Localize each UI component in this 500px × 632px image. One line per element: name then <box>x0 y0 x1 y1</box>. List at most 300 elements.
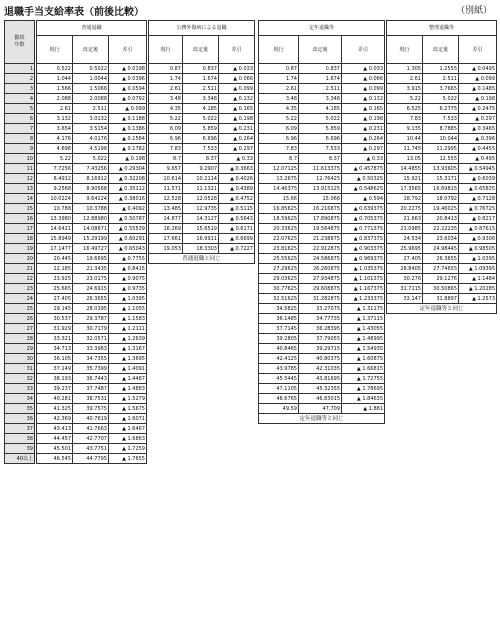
koumugai-diff-cell: ▲ 0.33 <box>219 154 255 164</box>
teinen-current-cell: 34.5825 <box>259 304 299 314</box>
seiri-diff-cell: ▲ 1.09395 <box>459 264 497 274</box>
futsu-diff-cell: ▲ 0.55539 <box>109 224 147 234</box>
futsu-current-cell: 37.149 <box>37 364 73 374</box>
koumugai-diff-cell: ▲ 0.4389 <box>219 184 255 194</box>
table-row <box>387 114 497 124</box>
seiri-revised-cell: 23.6034 <box>423 234 459 244</box>
futsu-current-cell: 3.132 <box>37 114 73 124</box>
teinen-diff-cell: ▲ 1.035375 <box>342 264 385 274</box>
futsu-current-cell: 22.185 <box>37 264 73 274</box>
teinen-revised-cell: 42.31035 <box>299 364 342 374</box>
seiri-revised-cell: 19.46025 <box>423 204 459 214</box>
koumugai-current-cell: 17.661 <box>149 234 183 244</box>
table-row <box>259 344 385 354</box>
teinen-revised-cell: 11.613375 <box>299 164 342 174</box>
koumugai-current-cell: 0.87 <box>149 64 183 74</box>
seiri-diff-cell: ▲ 1.2573 <box>459 294 497 304</box>
table-row <box>5 344 35 354</box>
futsu-current-cell: 3.654 <box>37 124 73 134</box>
teinen-current-cell: 13.2675 <box>259 174 299 184</box>
teinen-current-cell: 30.77625 <box>259 284 299 294</box>
table-row <box>387 274 497 284</box>
table-row <box>259 184 385 194</box>
futsu-diff-cell: ▲ 0.0198 <box>109 64 147 74</box>
year-cell: 5 <box>5 104 35 114</box>
table-row <box>259 264 385 274</box>
futsu-current-cell: 46.545 <box>37 454 73 464</box>
futsu-revised-cell: 24.6915 <box>73 284 109 294</box>
futsu-revised-cell: 4.0176 <box>73 134 109 144</box>
year-cell: 10 <box>5 154 35 164</box>
futsu-diff-cell: ▲ 1.5279 <box>109 394 147 404</box>
koumugai-same-note: 普通退職と同じ <box>149 254 255 264</box>
teinen-diff-cell: ▲ 0.548625 <box>342 184 385 194</box>
year-cell: 1 <box>5 64 35 74</box>
koumugai-current-cell: 1.74 <box>149 74 183 84</box>
seiri-diff-cell: ▲ 0.3465 <box>459 124 497 134</box>
teinen-same-note: 定年退職等と同じ <box>259 414 385 424</box>
futsu-current-cell: 29.145 <box>37 304 73 314</box>
table-row <box>5 284 35 294</box>
table-row <box>259 164 385 174</box>
table-row <box>37 424 147 434</box>
table-row <box>149 74 255 84</box>
seiri-current-header: 現行 <box>387 36 423 64</box>
year-cell: 34 <box>5 394 35 404</box>
seiri-current-cell: 21.663 <box>387 214 423 224</box>
koumugai-revised-cell: 9.2907 <box>183 164 219 174</box>
futsu-revised-cell: 4.5198 <box>73 144 109 154</box>
table-row <box>149 234 255 244</box>
seiri-current-cell: 6.525 <box>387 104 423 114</box>
seiri-diff-cell: ▲ 0.495 <box>459 154 497 164</box>
year-cell: 37 <box>5 424 35 434</box>
table-row <box>387 174 497 184</box>
table-row <box>259 254 385 264</box>
table-row <box>37 384 147 394</box>
seiri-current-cell: 1.305 <box>387 64 423 74</box>
koumugai-current-cell: 10.614 <box>149 174 183 184</box>
table-row <box>37 404 147 414</box>
seiri-revised-cell: 2.511 <box>423 74 459 84</box>
year-cell: 25 <box>5 304 35 314</box>
futsu-current-cell: 5.22 <box>37 154 73 164</box>
table-row <box>259 274 385 284</box>
teinen-table <box>258 20 385 424</box>
seiri-revised-cell: 27.74655 <box>423 264 459 274</box>
table-row <box>387 94 497 104</box>
futsu-current-cell: 42.369 <box>37 414 73 424</box>
table-row <box>5 424 35 434</box>
teinen-diff-cell: ▲ 0.099 <box>342 84 385 94</box>
teinen-diff-cell: ▲ 0.837375 <box>342 234 385 244</box>
teinen-current-cell: 7.83 <box>259 144 299 154</box>
koumugai-group-header: 公務外傷病による退職 <box>149 21 255 36</box>
teinen-current-cell: 47.1105 <box>259 384 299 394</box>
year-cell: 11 <box>5 164 35 174</box>
teinen-diff-cell: ▲ 1.48995 <box>342 334 385 344</box>
futsu-current-cell: 41.325 <box>37 404 73 414</box>
futsu-revised-cell: 1.0044 <box>73 74 109 84</box>
koumugai-revised-cell: 7.533 <box>183 144 219 154</box>
teinen-revised-cell: 31.282875 <box>299 294 342 304</box>
futsu-current-cell: 33.321 <box>37 334 73 344</box>
seiri-revised-cell: 31.8897 <box>423 294 459 304</box>
seiri-diff-cell: ▲ 0.396 <box>459 134 497 144</box>
table-row <box>5 254 35 264</box>
table-row <box>259 154 385 164</box>
futsu-diff-cell: ▲ 0.8415 <box>109 264 147 274</box>
teinen-current-cell: 42.4125 <box>259 354 299 364</box>
koumugai-revised-cell: 3.348 <box>183 94 219 104</box>
teinen-current-cell: 23.81625 <box>259 244 299 254</box>
futsu-current-cell: 2.61 <box>37 104 73 114</box>
futsu-diff-cell: ▲ 1.3695 <box>109 354 147 364</box>
teinen-revised-cell: 39.29715 <box>299 344 342 354</box>
seiri-diff-cell: ▲ 1.0395 <box>459 254 497 264</box>
futsu-diff-cell: ▲ 1.2111 <box>109 324 147 334</box>
teinen-diff-cell: ▲ 1.31175 <box>342 304 385 314</box>
koumugai-diff-cell: ▲ 0.297 <box>219 144 255 154</box>
table-row <box>259 384 385 394</box>
teinen-current-cell: 6.96 <box>259 134 299 144</box>
koumugai-revised-header: 改定後 <box>183 36 219 64</box>
futsu-current-cell: 13.3980 <box>37 214 73 224</box>
futsu-diff-cell: ▲ 0.9735 <box>109 284 147 294</box>
table-row <box>387 224 497 234</box>
koumugai-current-cell: 14.877 <box>149 214 183 224</box>
koumugai-revised-cell: 0.837 <box>183 64 219 74</box>
seiri-current-cell: 18.792 <box>387 194 423 204</box>
table-row <box>387 204 497 214</box>
koumugai-revised-cell: 10.2114 <box>183 174 219 184</box>
koumugai-diff-cell: ▲ 0.198 <box>219 114 255 124</box>
table-row <box>259 234 385 244</box>
futsu-diff-cell: ▲ 1.4883 <box>109 384 147 394</box>
table-row <box>37 194 147 204</box>
teinen-revised-cell: 13.915125 <box>299 184 342 194</box>
teinen-diff-cell: ▲ 1.37115 <box>342 314 385 324</box>
futsu-diff-cell: ▲ 0.4092 <box>109 204 147 214</box>
table-row <box>387 104 497 114</box>
teinen-diff-header: 差引 <box>342 36 385 64</box>
table-row <box>5 64 35 74</box>
seiri-diff-cell: ▲ 0.7128 <box>459 194 497 204</box>
teinen-diff-cell: ▲ 1.43055 <box>342 324 385 334</box>
teinen-revised-cell: 34.77735 <box>299 314 342 324</box>
table-row <box>259 84 385 94</box>
koumugai-revised-cell: 6.696 <box>183 134 219 144</box>
seiri-diff-cell: ▲ 0.099 <box>459 74 497 84</box>
futsu-revised-cell: 40.7619 <box>73 414 109 424</box>
table-row <box>5 74 35 84</box>
table-row <box>5 104 35 114</box>
table-row <box>37 134 147 144</box>
table-row <box>5 94 35 104</box>
futsu-current-cell: 15.8949 <box>37 234 73 244</box>
koumugai-revised-cell: 15.6519 <box>183 224 219 234</box>
seiri-current-cell: 11.745 <box>387 144 423 154</box>
table-row <box>387 144 497 154</box>
table-row <box>259 354 385 364</box>
futsu-current-cell: 4.698 <box>37 144 73 154</box>
seiri-current-cell: 13.05 <box>387 154 423 164</box>
futsu-revised-cell: 37.7487 <box>73 384 109 394</box>
futsu-current-cell: 40.281 <box>37 394 73 404</box>
koumugai-current-cell: 7.83 <box>149 144 183 154</box>
table-row <box>5 314 35 324</box>
years-table <box>4 20 35 464</box>
futsu-revised-cell: 10.3788 <box>73 204 109 214</box>
table-row <box>37 174 147 184</box>
seiri-revised-cell: 15.3171 <box>423 174 459 184</box>
table-row <box>5 434 35 444</box>
teinen-current-cell: 25.55625 <box>259 254 299 264</box>
teinen-diff-cell: ▲ 0.231 <box>342 124 385 134</box>
table-row <box>149 174 255 184</box>
koumugai-diff-cell: ▲ 0.6171 <box>219 224 255 234</box>
table-row <box>259 144 385 154</box>
futsu-revised-cell: 44.7795 <box>73 454 109 464</box>
year-cell: 40以上 <box>5 454 35 464</box>
teinen-current-cell: 18.59625 <box>259 214 299 224</box>
koumugai-current-cell: 4.35 <box>149 104 183 114</box>
table-row <box>5 174 35 184</box>
table-row <box>259 114 385 124</box>
table-row <box>387 184 497 194</box>
futsu-current-cell: 31.929 <box>37 324 73 334</box>
seiri-current-cell: 14.4855 <box>387 164 423 174</box>
table-row <box>5 84 35 94</box>
teinen-revised-header: 改定後 <box>299 36 342 64</box>
year-cell: 16 <box>5 214 35 224</box>
table-row <box>149 144 255 154</box>
table-row <box>37 104 147 114</box>
seiri-diff-cell: ▲ 0.2475 <box>459 104 497 114</box>
futsu-revised-cell: 30.7179 <box>73 324 109 334</box>
table-row <box>37 114 147 124</box>
table-row <box>149 184 255 194</box>
table-row <box>5 154 35 164</box>
table-row <box>149 124 255 134</box>
table-row <box>37 204 147 214</box>
koumugai-current-header: 現行 <box>149 36 183 64</box>
table-row <box>37 274 147 284</box>
teinen-diff-cell: ▲ 0.771375 <box>342 224 385 234</box>
futsu-diff-cell: ▲ 1.7655 <box>109 454 147 464</box>
teinen-current-cell: 48.6765 <box>259 394 299 404</box>
table-row <box>149 194 255 204</box>
seiri-revised-header: 改定後 <box>423 36 459 64</box>
koumugai-diff-cell: ▲ 0.3663 <box>219 164 255 174</box>
futsu-revised-cell: 3.5154 <box>73 124 109 134</box>
futsu-current-cell: 44.457 <box>37 434 73 444</box>
table-row <box>5 264 35 274</box>
seiri-diff-cell: ▲ 0.0495 <box>459 64 497 74</box>
seiri-diff-cell: ▲ 0.9306 <box>459 234 497 244</box>
table-row <box>149 224 255 234</box>
teinen-revised-cell: 17.890875 <box>299 214 342 224</box>
koumugai-revised-cell: 2.511 <box>183 84 219 94</box>
futsu-revised-cell: 2.0088 <box>73 94 109 104</box>
table-row <box>387 164 497 174</box>
teinen-revised-cell: 40.80375 <box>299 354 342 364</box>
futsu-diff-cell: ▲ 0.9075 <box>109 274 147 284</box>
table-row <box>37 164 147 174</box>
seiri-revised-cell: 8.7885 <box>423 124 459 134</box>
futsu-diff-cell: ▲ 0.38016 <box>109 194 147 204</box>
futsu-diff-cell: ▲ 0.1386 <box>109 124 147 134</box>
seiri-current-cell: 9.135 <box>387 124 423 134</box>
seiri-revised-cell: 1.2555 <box>423 64 459 74</box>
teinen-current-cell: 39.2805 <box>259 334 299 344</box>
futsu-current-cell: 10.788 <box>37 204 73 214</box>
table-row <box>5 204 35 214</box>
teinen-current-cell: 45.5445 <box>259 374 299 384</box>
futsu-revised-cell: 23.0175 <box>73 274 109 284</box>
koumugai-revised-cell: 11.1321 <box>183 184 219 194</box>
teinen-revised-cell: 6.696 <box>299 134 342 144</box>
koumugai-diff-cell: ▲ 0.066 <box>219 74 255 84</box>
table-row <box>37 154 147 164</box>
seiri-same-note: 定年退職等と同じ <box>387 304 497 314</box>
futsu-table <box>36 20 147 464</box>
table-row <box>5 334 35 344</box>
table-row <box>259 224 385 234</box>
futsu-revised-cell: 19.6695 <box>73 254 109 264</box>
table-row <box>149 134 255 144</box>
futsu-current-cell: 4.176 <box>37 134 73 144</box>
teinen-diff-cell: ▲ 0.066 <box>342 74 385 84</box>
table-row <box>259 374 385 384</box>
table-row <box>5 164 35 174</box>
teinen-current-cell: 29.03625 <box>259 274 299 284</box>
year-cell: 18 <box>5 234 35 244</box>
table-row <box>149 104 255 114</box>
teinen-diff-cell: ▲ 1.66815 <box>342 364 385 374</box>
table-row <box>5 394 35 404</box>
table-row <box>387 254 497 264</box>
futsu-group-header: 普通退職 <box>37 21 147 36</box>
futsu-current-cell: 1.044 <box>37 74 73 84</box>
teinen-revised-cell: 47.709 <box>299 404 342 414</box>
koumugai-revised-cell: 5.022 <box>183 114 219 124</box>
seiri-current-cell: 28.8405 <box>387 264 423 274</box>
teinen-revised-cell: 19.564875 <box>299 224 342 234</box>
futsu-current-cell: 34.713 <box>37 344 73 354</box>
table-row <box>149 94 255 104</box>
teinen-revised-cell: 43.81695 <box>299 374 342 384</box>
seiri-diff-cell: ▲ 0.87615 <box>459 224 497 234</box>
teinen-current-cell: 14.46375 <box>259 184 299 194</box>
futsu-revised-cell: 8.16912 <box>73 174 109 184</box>
year-cell: 19 <box>5 244 35 254</box>
futsu-revised-cell: 8.90568 <box>73 184 109 194</box>
koumugai-current-cell: 12.528 <box>149 194 183 204</box>
table-row <box>387 264 497 274</box>
teinen-current-cell: 6.09 <box>259 124 299 134</box>
koumugai-current-cell: 19.053 <box>149 244 183 254</box>
table-row <box>5 324 35 334</box>
table-row <box>37 414 147 424</box>
futsu-diff-cell: ▲ 0.32208 <box>109 174 147 184</box>
table-row <box>387 84 497 94</box>
futsu-current-cell: 10.0224 <box>37 194 73 204</box>
koumugai-current-cell: 6.96 <box>149 134 183 144</box>
year-cell: 20 <box>5 254 35 264</box>
teinen-current-cell: 5.22 <box>259 114 299 124</box>
teinen-diff-cell: ▲ 1.72755 <box>342 374 385 384</box>
teinen-revised-cell: 3.348 <box>299 94 342 104</box>
teinen-diff-cell: ▲ 1.78695 <box>342 384 385 394</box>
table-row <box>5 414 35 424</box>
seiri-diff-cell: ▲ 0.54945 <box>459 164 497 174</box>
koumugai-diff-cell: ▲ 0.231 <box>219 124 255 134</box>
teinen-diff-cell: ▲ 0.457875 <box>342 164 385 174</box>
table-row <box>37 94 147 104</box>
futsu-revised-cell: 2.511 <box>73 104 109 114</box>
teinen-revised-cell: 16.216875 <box>299 204 342 214</box>
seiri-current-cell: 25.9695 <box>387 244 423 254</box>
teinen-diff-cell: ▲ 0.903375 <box>342 244 385 254</box>
futsu-revised-cell: 32.0571 <box>73 334 109 344</box>
table-row <box>5 214 35 224</box>
teinen-revised-cell: 21.238875 <box>299 234 342 244</box>
koumugai-current-cell: 5.22 <box>149 114 183 124</box>
table-row <box>259 364 385 374</box>
table-row <box>5 114 35 124</box>
year-cell: 9 <box>5 144 35 154</box>
table-row <box>5 234 35 244</box>
koumugai-current-cell: 11.571 <box>149 184 183 194</box>
teinen-current-cell: 4.35 <box>259 104 299 114</box>
seiri-current-cell: 23.0985 <box>387 224 423 234</box>
koumugai-diff-cell: ▲ 0.165 <box>219 104 255 114</box>
table-row <box>37 374 147 384</box>
futsu-current-cell: 36.105 <box>37 354 73 364</box>
table-row <box>37 314 147 324</box>
teinen-current-cell: 32.51625 <box>259 294 299 304</box>
teinen-revised-cell: 2.511 <box>299 84 342 94</box>
table-row <box>149 114 255 124</box>
teinen-diff-cell: ▲ 0.033 <box>342 64 385 74</box>
teinen-current-cell: 37.7145 <box>259 324 299 334</box>
teinen-current-cell: 8.7 <box>259 154 299 164</box>
table-row <box>259 324 385 334</box>
table-row <box>37 454 147 464</box>
teinen-revised-cell: 37.79055 <box>299 334 342 344</box>
table-row <box>387 294 497 304</box>
koumugai-revised-cell: 5.859 <box>183 124 219 134</box>
teinen-revised-cell: 0.837 <box>299 64 342 74</box>
teinen-diff-cell: ▲ 0.705375 <box>342 214 385 224</box>
seiri-current-cell: 17.3565 <box>387 184 423 194</box>
koumugai-revised-cell: 8.37 <box>183 154 219 164</box>
table-row <box>5 134 35 144</box>
year-cell: 29 <box>5 344 35 354</box>
futsu-diff-cell: ▲ 0.1188 <box>109 114 147 124</box>
futsu-revised-cell: 33.3963 <box>73 344 109 354</box>
futsu-diff-cell: ▲ 0.29304 <box>109 164 147 174</box>
table-row <box>37 264 147 274</box>
futsu-diff-cell: ▲ 0.0594 <box>109 84 147 94</box>
page-title: 退職手当支給率表（前後比較） <box>4 7 144 18</box>
year-cell: 35 <box>5 404 35 414</box>
teinen-diff-cell: ▲ 1.881 <box>342 404 385 414</box>
seiri-revised-cell: 22.22235 <box>423 224 459 234</box>
futsu-diff-cell: ▲ 1.3167 <box>109 344 147 354</box>
futsu-current-cell: 14.6421 <box>37 224 73 234</box>
